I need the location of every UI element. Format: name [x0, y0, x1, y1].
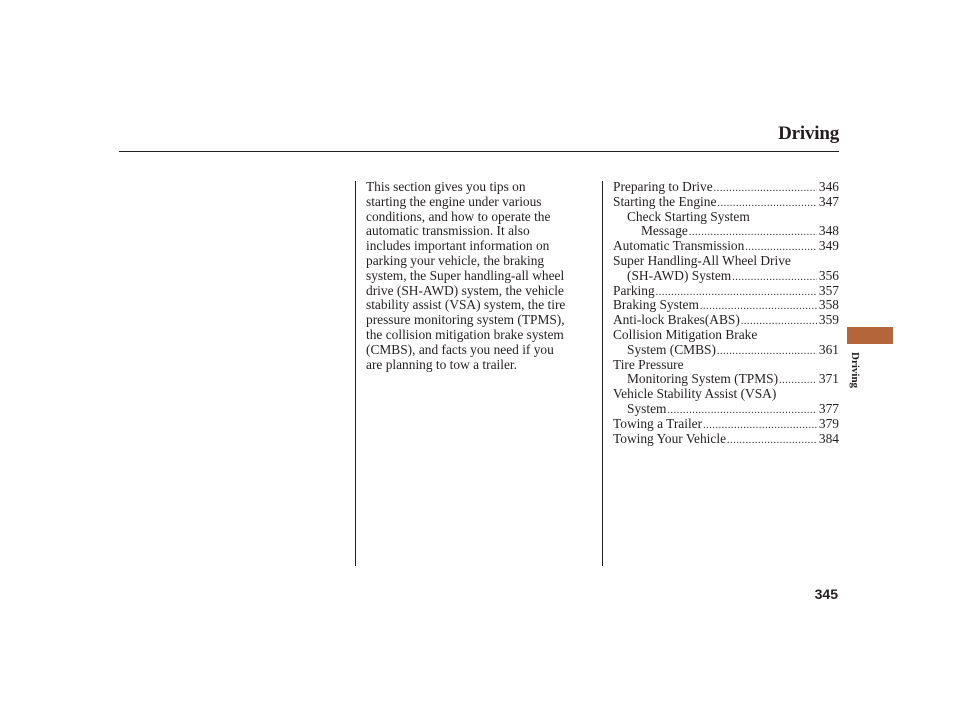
- toc-entry-text: Anti-lock Brakes(ABS): [613, 312, 740, 328]
- toc-entry-text: Towing a Trailer: [613, 415, 703, 431]
- toc-page-number: 357: [818, 282, 839, 298]
- toc-leader-dots: [717, 345, 817, 360]
- toc-link-check-starting-system-message[interactable]: [613, 224, 839, 239]
- toc-entry-text: Starting the Engine: [613, 193, 717, 209]
- toc-link-collision-mitigation-brake[interactable]: [613, 328, 839, 343]
- toc-page-number: 358: [818, 297, 839, 313]
- toc-entry-text: Monitoring System (TPMS): [627, 371, 779, 387]
- toc-link-parking[interactable]: [613, 284, 839, 299]
- toc-entry-text: Towing Your Vehicle: [613, 430, 727, 446]
- intro-line: are planning to tow a trailer.: [366, 356, 517, 372]
- toc-link-sh-awd-system[interactable]: [613, 269, 839, 284]
- table-of-contents: [613, 180, 839, 446]
- toc-page-number: 348: [818, 223, 839, 239]
- toc-leader-dots: [732, 271, 817, 286]
- toc-link-towing-a-trailer[interactable]: [613, 417, 839, 432]
- toc-entry-text: Preparing to Drive: [613, 179, 713, 194]
- toc-leader-dots: [779, 374, 817, 389]
- toc-link-cmbs[interactable]: [613, 343, 839, 358]
- toc-link-automatic-transmission[interactable]: [613, 239, 839, 254]
- toc-link-check-starting-system[interactable]: [613, 210, 839, 225]
- toc-link-vsa-system[interactable]: [613, 402, 839, 417]
- toc-link-braking-system[interactable]: [613, 298, 839, 313]
- toc-page-number: 379: [818, 415, 839, 431]
- intro-line: drive (SH-AWD) system, the vehicle: [366, 282, 564, 298]
- intro-paragraph: [366, 180, 598, 372]
- toc-entry-text: System (CMBS): [627, 341, 716, 357]
- middle-column-divider: [602, 181, 603, 566]
- toc-entry-text: Braking System: [613, 297, 699, 313]
- toc-page-number: 356: [818, 267, 839, 283]
- toc-leader-dots: [714, 182, 817, 197]
- toc-entry-text: Automatic Transmission: [613, 238, 745, 254]
- toc-page-number: 346: [818, 179, 839, 194]
- toc-link-tpms[interactable]: [613, 372, 839, 387]
- toc-link-vehicle-stability-assist[interactable]: [613, 387, 839, 402]
- toc-leader-dots: [727, 434, 817, 449]
- toc-link-sh-awd[interactable]: [613, 254, 839, 269]
- toc-entry-text: Parking: [613, 282, 655, 298]
- toc-entry-text: (SH-AWD) System: [627, 267, 732, 283]
- toc-page-number: 377: [818, 400, 839, 416]
- toc-link-anti-lock-brakes[interactable]: [613, 313, 839, 328]
- page-title: Driving: [778, 123, 839, 144]
- toc-link-starting-the-engine[interactable]: [613, 195, 839, 210]
- toc-entry-text: Message: [641, 223, 688, 239]
- toc-page-number: 349: [818, 238, 839, 254]
- intro-line: automatic transmission. It also: [366, 223, 530, 239]
- toc-entry-text: System: [627, 400, 667, 416]
- toc-page-number: 359: [818, 312, 839, 328]
- intro-line: the collision mitigation brake system: [366, 326, 564, 342]
- toc-page-number: 371: [818, 371, 839, 387]
- toc-page-number: 384: [818, 430, 839, 446]
- intro-line: parking your vehicle, the braking: [366, 252, 545, 268]
- toc-entry-text: Collision Mitigation Brake: [613, 326, 758, 342]
- page-number: 345: [814, 586, 838, 602]
- side-section-label: Driving: [849, 352, 861, 389]
- intro-line: pressure monitoring system (TPMS),: [366, 312, 565, 328]
- toc-entry-text: Tire Pressure: [613, 356, 684, 372]
- left-column-divider: [355, 181, 356, 566]
- toc-entry-text: Check Starting System: [627, 208, 750, 224]
- section-color-tab: [847, 327, 893, 344]
- intro-line: system, the Super handling-all wheel: [366, 267, 565, 283]
- intro-line: conditions, and how to operate the: [366, 208, 551, 224]
- toc-link-tire-pressure[interactable]: [613, 358, 839, 373]
- toc-link-towing-your-vehicle[interactable]: [613, 432, 839, 447]
- intro-line: stability assist (VSA) system, the tire: [366, 297, 566, 313]
- intro-line: (CMBS), and facts you need if you: [366, 341, 554, 357]
- toc-link-preparing-to-drive[interactable]: [613, 180, 839, 195]
- intro-line: This section gives you tips on: [366, 179, 526, 194]
- toc-page-number: 361: [818, 341, 839, 357]
- toc-entry-text: Super Handling-All Wheel Drive: [613, 252, 791, 268]
- title-divider: [119, 151, 839, 152]
- intro-line: includes important information on: [366, 238, 550, 254]
- intro-line: starting the engine under various: [366, 193, 542, 209]
- toc-page-number: 347: [818, 193, 839, 209]
- toc-entry-text: Vehicle Stability Assist (VSA): [613, 386, 777, 402]
